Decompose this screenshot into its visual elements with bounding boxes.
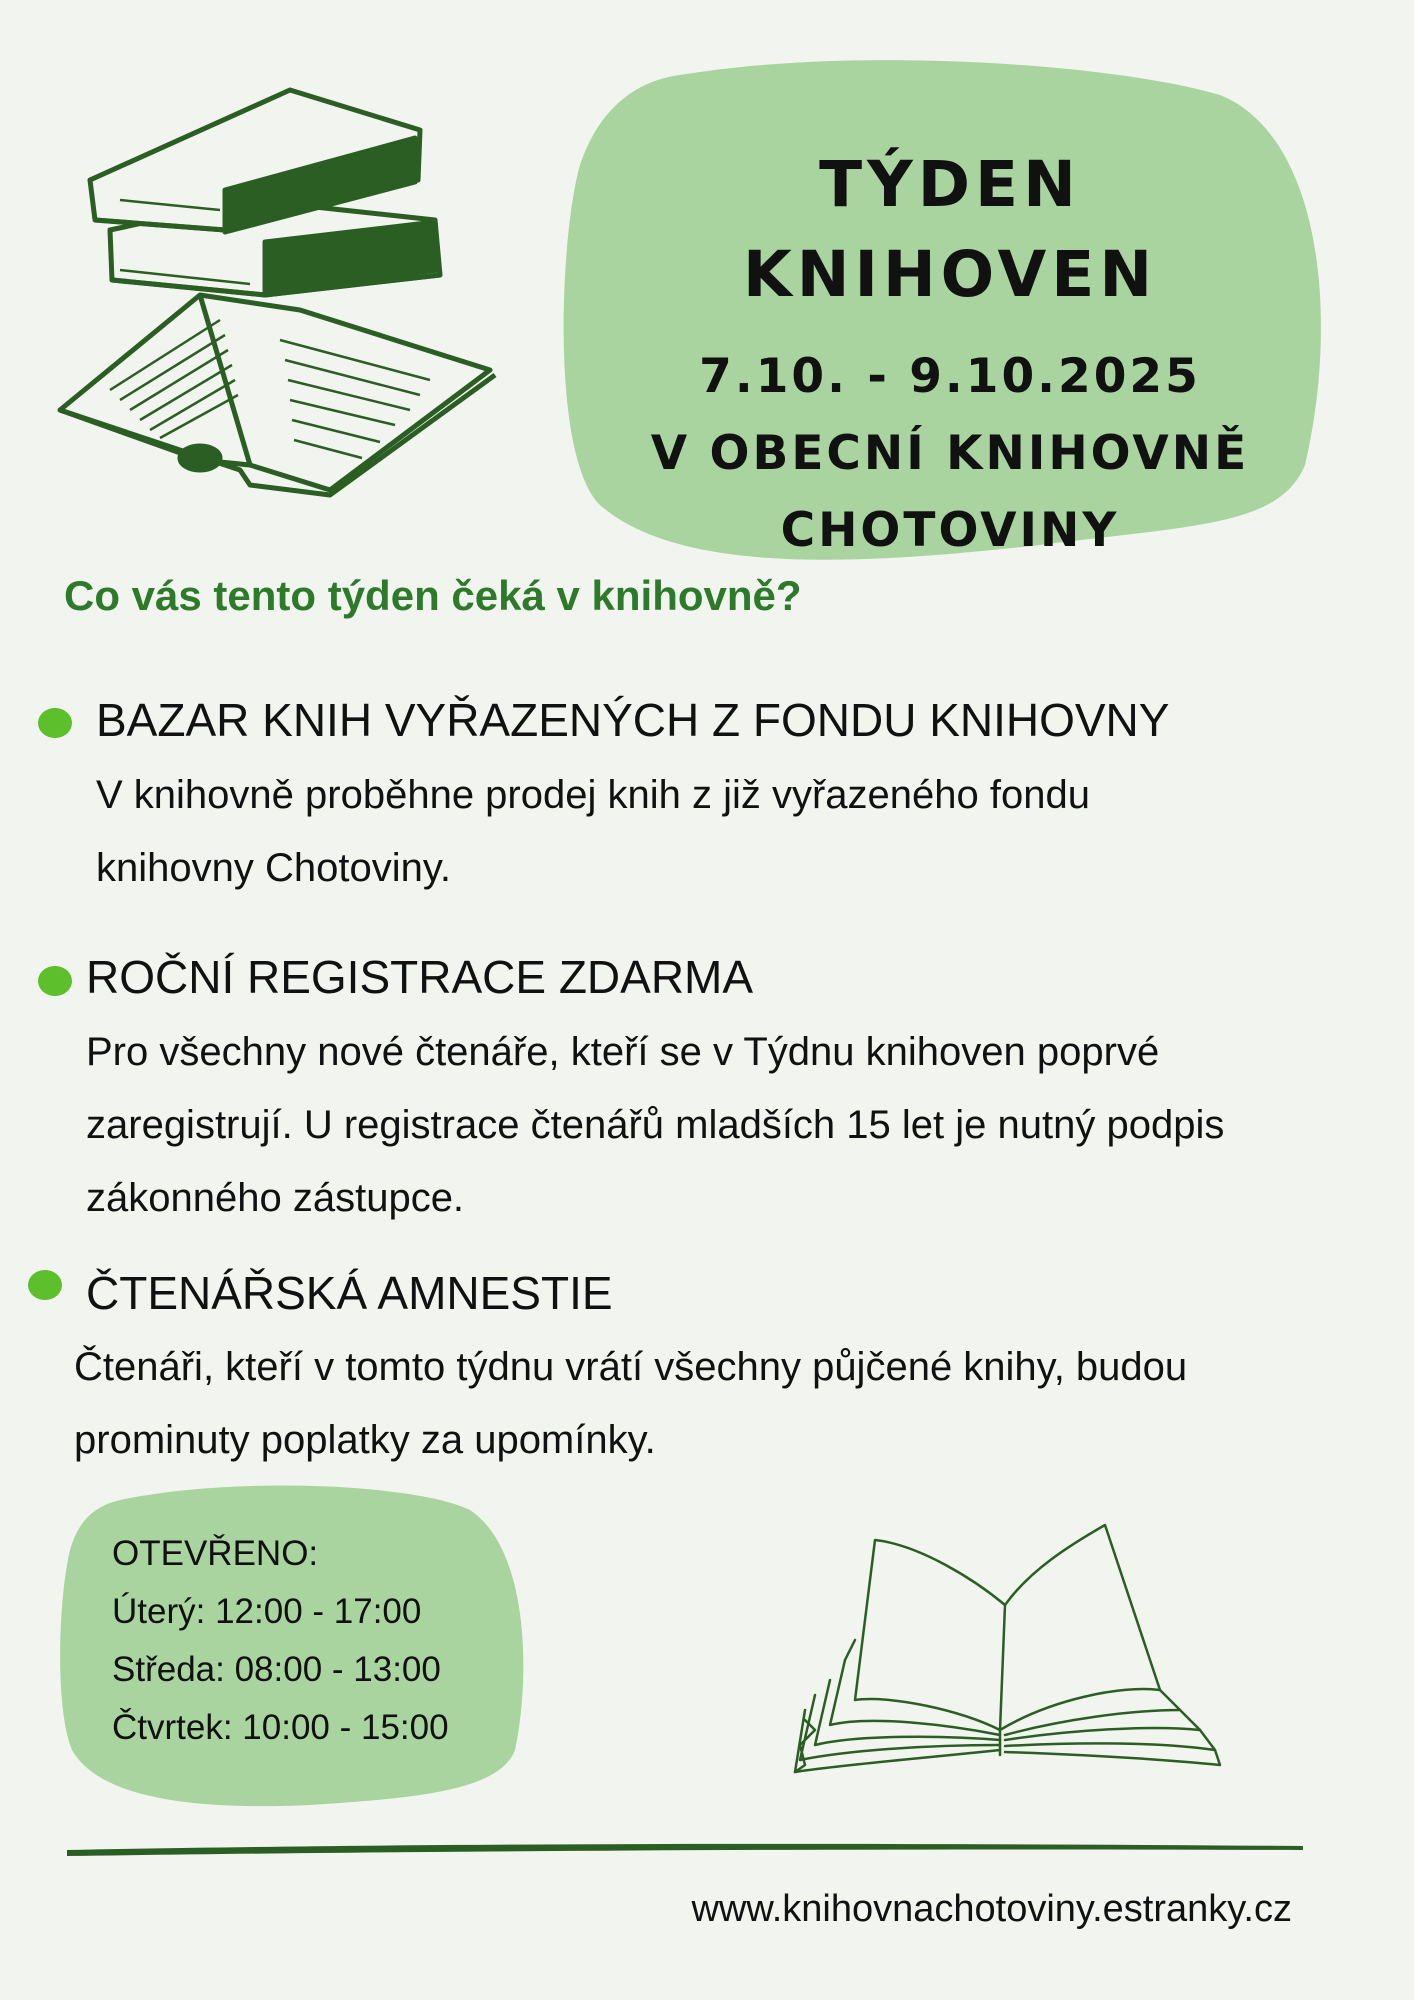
bullet-dot-icon xyxy=(38,966,72,996)
bullet-dot-icon xyxy=(28,1270,62,1300)
desc-line: knihovny Chotoviny. xyxy=(96,846,451,890)
item-desc-bazar xyxy=(96,759,1386,905)
item-title-bazar: BAZAR KNIH VYŘAZENÝCH Z FONDU KNIHOVNY xyxy=(96,694,1170,746)
hours-row: Středa: 08:00 - 13:00 xyxy=(112,1650,441,1689)
item-desc-amnestie xyxy=(74,1331,1364,1477)
event-dates: 7.10. - 9.10.2025 xyxy=(699,349,1201,404)
item-desc-registrace xyxy=(86,1016,1376,1235)
event-place-line2: CHOTOVINY xyxy=(780,503,1120,558)
hours-row: Čtvrtek: 10:00 - 15:00 xyxy=(112,1708,449,1747)
desc-line: V knihovně proběhne prodej knih z již vyřazeného fondu xyxy=(96,773,1090,817)
section-heading: Co vás tento týden čeká v knihovně? xyxy=(64,572,802,619)
hours-row: Úterý: 12:00 - 17:00 xyxy=(112,1592,422,1631)
stacked-books-icon xyxy=(50,70,520,520)
opening-hours xyxy=(112,1525,449,1757)
title-block xyxy=(600,140,1300,569)
item-title-amnestie: ČTENÁŘSKÁ AMNESTIE xyxy=(86,1267,613,1319)
event-title: TÝDEN KNIHOVEN xyxy=(742,148,1158,311)
open-book-sketch-icon xyxy=(760,1510,1240,1780)
bullet-dot-icon xyxy=(38,708,72,738)
desc-line: Pro všechny nové čtenáře, kteří se v Týdnu knihoven poprvé xyxy=(86,1030,1160,1074)
desc-line: prominuty poplatky za upomínky. xyxy=(74,1418,656,1462)
event-place-line1: V OBECNÍ KNIHOVNĚ xyxy=(650,426,1250,481)
desc-line: zákonného zástupce. xyxy=(86,1176,465,1220)
desc-line: Čtenáři, kteří v tomto týdnu vrátí všechny půjčené knihy, budou xyxy=(74,1345,1188,1389)
desc-line: zaregistrují. U registrace čtenářů mladších 15 let je nutný podpis xyxy=(86,1103,1225,1147)
divider-line xyxy=(65,1838,1305,1858)
website-url: www.knihovnachotoviny.estranky.cz xyxy=(691,1888,1292,1930)
item-title-registrace: ROČNÍ REGISTRACE ZDARMA xyxy=(86,951,754,1003)
hours-heading: OTEVŘENO: xyxy=(112,1534,319,1573)
